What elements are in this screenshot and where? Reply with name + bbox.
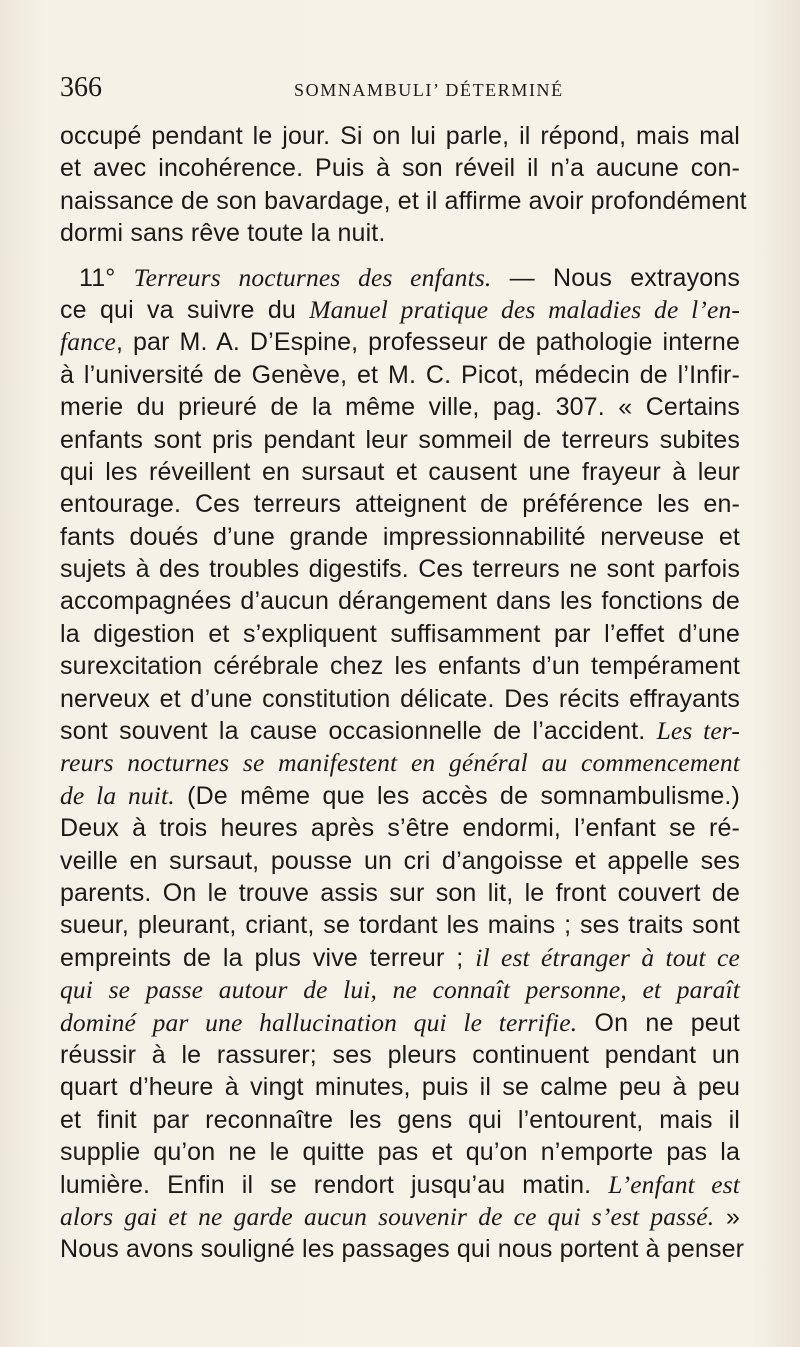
text-line: veille en sursaut, pousse un cri d’angoisse et appelle ses bbox=[60, 846, 740, 875]
book-title: Manuel pratique des maladies de l’en- bbox=[309, 294, 740, 324]
paragraph-2 bbox=[60, 262, 745, 1266]
text-line: enfants sont pris pendant leur sommeil de terreurs subites bbox=[60, 425, 740, 454]
text-line: parents. On le trouve assis sur son lit, le front couvert de bbox=[60, 878, 740, 907]
text-line: la digestion et s’expliquent suffisamment par l’effet d’une bbox=[60, 619, 740, 648]
text-line: merie du prieuré de la même ville, pag. 307. « Certains bbox=[60, 393, 740, 422]
text-run: ce qui va suivre du bbox=[60, 295, 310, 324]
text-line: nerveux et d’une constitution délicate. Des récits effrayants bbox=[60, 684, 740, 713]
text-line bbox=[60, 715, 740, 747]
text-line: supplie qu’on ne le quitte pas et qu’on n’emporte pas la bbox=[60, 1138, 740, 1167]
text-line bbox=[60, 1201, 740, 1233]
paragraph-gap bbox=[60, 250, 740, 262]
running-title: SOMNAMBULI’ DÉTERMINÉ bbox=[294, 80, 564, 100]
text-line: surexcitation cérébrale chez les enfants d’un tempérament bbox=[60, 652, 740, 681]
emphasis: L’enfant est bbox=[608, 1169, 741, 1199]
text-line: et avec incohérence. Puis à son réveil il n’a aucune con- bbox=[60, 154, 740, 183]
text-line bbox=[60, 974, 740, 1006]
text-line bbox=[60, 942, 740, 974]
text-run: — Nous extrayons bbox=[491, 263, 740, 292]
text-line bbox=[60, 780, 740, 812]
text-line bbox=[60, 326, 740, 358]
emphasis: il est étranger à tout ce bbox=[475, 942, 740, 972]
text-run: On ne peut bbox=[577, 1008, 740, 1037]
text-line: Nous avons souligné les passages qui nous portent à penser bbox=[60, 1235, 745, 1264]
text-line: à l’université de Genève, et M. C. Picot, médecin de l’Infir- bbox=[60, 360, 740, 389]
paragraph-1 bbox=[60, 120, 747, 250]
text-line: fants doués d’une grande impressionnabilité nerveuse et bbox=[60, 522, 740, 551]
text-run: empreints de la plus vive terreur ; bbox=[60, 943, 476, 972]
text-run: (De même que les accès de somnambulisme.) bbox=[174, 781, 740, 810]
text-line bbox=[60, 1169, 740, 1201]
section-title: Terreurs nocturnes des enfants. bbox=[133, 262, 492, 292]
emphasis: alors gai et ne garde aucun souvenir de ce qui s’est passé. bbox=[60, 1201, 715, 1231]
text-line: dormi sans rêve toute la nuit. bbox=[60, 219, 386, 248]
text-run: lumière. Enfin il se rendort jusqu’au matin. bbox=[60, 1170, 609, 1199]
emphasis: dominé par une hallucination qui le terrifie. bbox=[60, 1007, 578, 1037]
text-line bbox=[60, 262, 740, 294]
section-number: 11° bbox=[79, 263, 134, 292]
text-line: naissance de son bavardage, et il affirme avoir profondément bbox=[60, 186, 747, 215]
text-line bbox=[60, 1007, 740, 1039]
text-line: accompagnées d’aucun dérangement dans les fonctions de bbox=[60, 587, 740, 616]
emphasis: qui se passe autour de lui, ne connaît personne, et paraît bbox=[60, 975, 740, 1005]
text-run: , par M. A. D’Espine, professeur de pathologie interne bbox=[115, 328, 740, 357]
text-line: qui les réveillent en sursaut et causent une frayeur à leur bbox=[60, 457, 740, 486]
body-text bbox=[60, 120, 747, 1266]
text-line: sueur, pleurant, criant, se tordant les mains ; ses traits sont bbox=[60, 911, 740, 940]
text-line: réussir à le rassurer; ses pleurs continuent pendant un bbox=[60, 1040, 740, 1069]
book-title: fance bbox=[60, 327, 116, 357]
text-line: quart d’heure à vingt minutes, puis il se calme peu à peu bbox=[60, 1073, 740, 1102]
emphasis: Les ter- bbox=[656, 716, 740, 746]
text-line: occupé pendant le jour. Si on lui parle, il répond, mais mal bbox=[60, 122, 740, 150]
text-line: et finit par reconnaître les gens qui l’entourent, mais il bbox=[60, 1105, 740, 1134]
text-line bbox=[60, 294, 740, 326]
text-line: sujets à des troubles digestifs. Ces terreurs ne sont parfois bbox=[60, 555, 740, 584]
text-line bbox=[60, 747, 740, 779]
text-line: entourage. Ces terreurs atteignent de préférence les en- bbox=[60, 490, 740, 519]
text-run: sont souvent la cause occasionnelle de l’accident. bbox=[60, 717, 657, 746]
text-line: Deux à trois heures après s’être endormi, l’enfant se ré- bbox=[60, 814, 740, 843]
emphasis: reurs nocturnes se manifestent en général au commencement bbox=[60, 748, 740, 778]
text-run: » bbox=[714, 1202, 740, 1231]
page-number: 366 bbox=[60, 72, 102, 103]
emphasis: de la nuit. bbox=[60, 780, 175, 810]
page-header bbox=[60, 70, 720, 110]
